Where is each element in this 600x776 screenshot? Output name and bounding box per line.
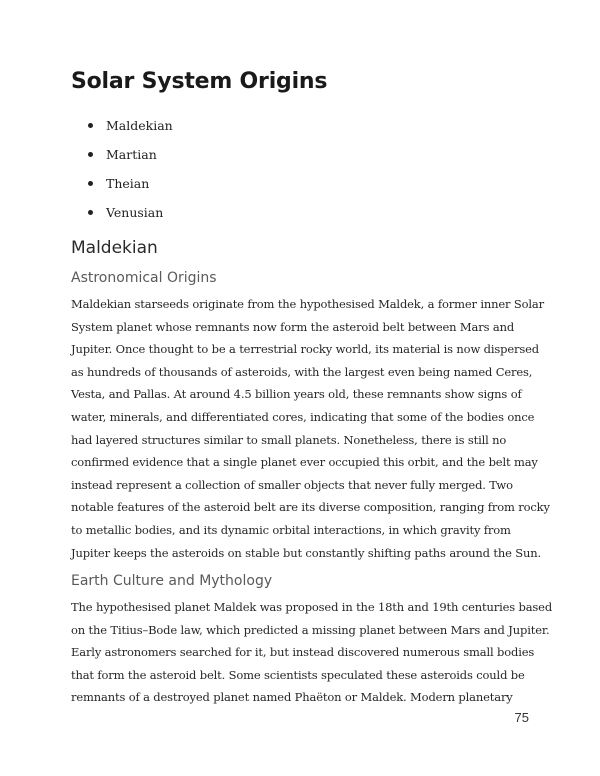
list-item [86,174,173,203]
text-line: System planet whose remnants now form the asteroid belt between Mars and [71,319,515,334]
text-line: The hypothesised planet Maldek was proposed in the 18th and 19th centuries based [71,600,553,614]
list-item [86,116,173,145]
page-title: Solar System Origins [71,69,328,94]
list-item [86,145,173,174]
list-item-label: Venusian [106,205,164,220]
text-line: Maldekian starseeds originate from the hypothesised Maldek, a former inner Solar [71,297,544,311]
text-line: Early astronomers searched for it, but instead discovered numerous small bodies [71,645,535,660]
subsection-heading: Astronomical Origins [71,270,217,286]
text-line: instead represent a collection of smaller objects that never fully merged. Two [71,477,513,492]
text-line: to metallic bodies, and its dynamic orbital interactions, in which gravity from [71,522,511,537]
body-paragraph [71,596,553,709]
text-line: Jupiter keeps the asteroids on stable but constantly shifting paths around the Sun. [71,545,542,560]
text-line: Vesta, and Pallas. At around 4.5 billion years old, these remnants show signs of [71,387,522,402]
text-line: that form the asteroid belt. Some scientists speculated these asteroids could be [71,667,525,682]
list-item [86,203,173,232]
section-list [86,116,173,232]
text-line: Jupiter. Once thought to be a terrestrial rocky world, its material is now dispersed [71,342,539,357]
text-line: remnants of a destroyed planet named Phaëton or Maldek. Modern planetary [71,690,513,705]
subsection-heading: Earth Culture and Mythology [71,573,273,589]
list-item-label: Maldekian [106,118,173,133]
bullet-icon [88,210,93,215]
text-line: had layered structures similar to small planets. Nonetheless, there is still no [71,432,507,447]
bullet-icon [88,181,93,186]
text-line: notable features of the asteroid belt are its diverse composition, ranging from rocky [71,500,550,515]
bullet-icon [88,123,93,128]
text-line: water, minerals, and differentiated cores, indicating that some of the bodies once [71,409,535,424]
body-paragraph [71,293,550,564]
text-line: confirmed evidence that a single planet ever occupied this orbit, and the belt may [71,455,538,470]
text-line: as hundreds of thousands of asteroids, with the largest even being named Ceres, [71,364,533,379]
bullet-icon [88,152,93,157]
list-item-label: Theian [106,176,150,191]
section-heading: Maldekian [71,238,158,258]
text-line: on the Titius–Bode law, which predicted a missing planet between Mars and Jupiter. [71,622,550,637]
page-number: 75 [514,710,529,725]
list-item-label: Martian [106,147,157,162]
